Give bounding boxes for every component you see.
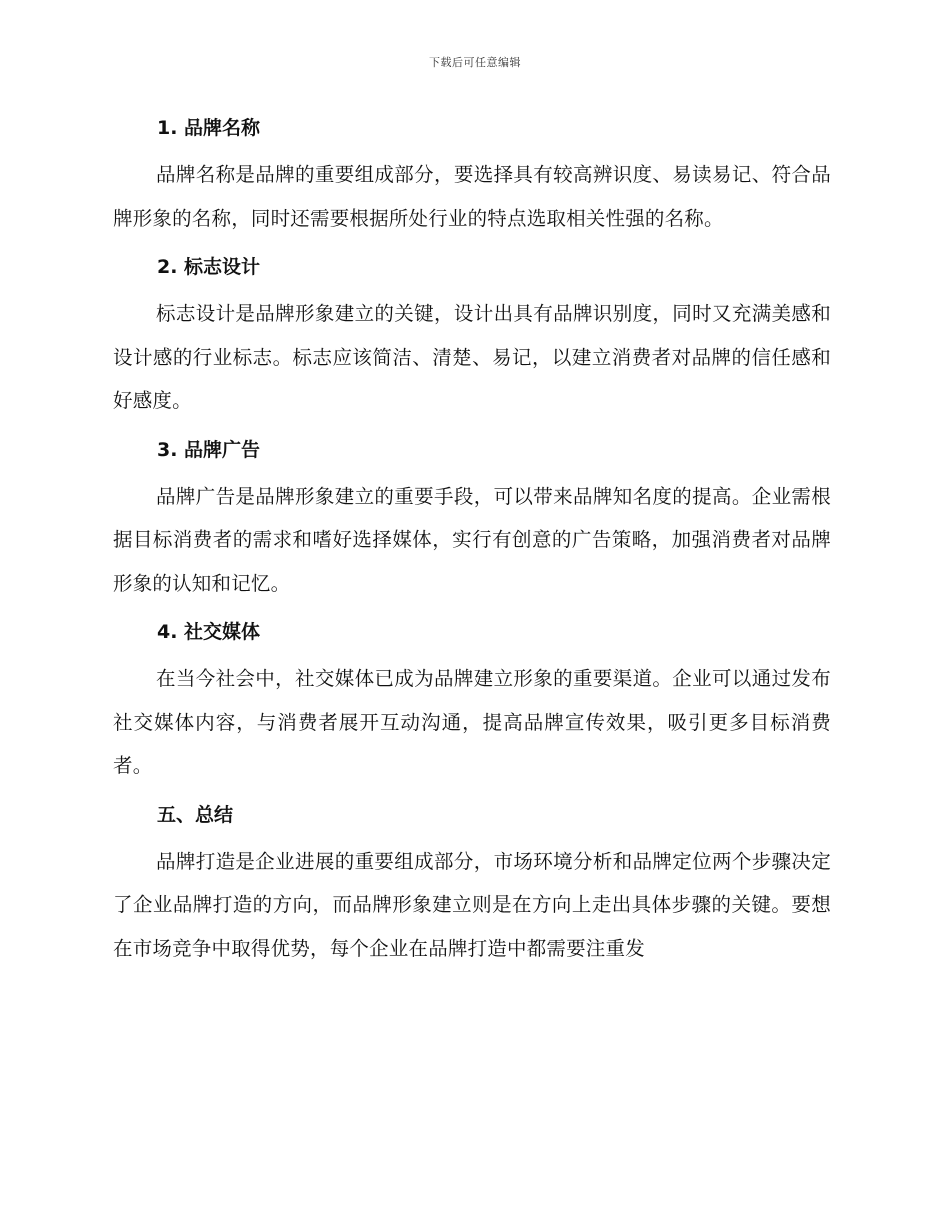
document-body: [113, 108, 831, 977]
section-heading-brand-advertising: 3. 品牌广告: [157, 438, 261, 461]
section-heading-summary: 五、总结: [157, 803, 234, 826]
page-header-note: 下载后可任意编辑: [429, 56, 521, 69]
section-heading-logo-design: 2. 标志设计: [157, 256, 261, 278]
section-paragraph-social-media: 在当今社会中，社交媒体已成为品牌建立形象的重要渠道。企业可以通过发布社交媒体内容，与消费者展开互动沟通，提高品牌宣传效果，吸引更多目标消费者。: [113, 667, 831, 777]
section-heading-social-media: 4. 社交媒体: [157, 621, 261, 643]
section-paragraph-summary: 品牌打造是企业进展的重要组成部分，市场环境分析和品牌定位两个步骤决定了企业品牌打造的方向，而品牌形象建立则是在方向上走出具体步骤的关键。要想在市场竞争中取得优势，每个企业在品牌打造中都需要注重发: [113, 849, 831, 960]
section-paragraph-logo-design: 标志设计是品牌形象建立的关键，设计出具有品牌识别度，同时又充满美感和设计感的行业标志。标志应该简洁、清楚、易记，以建立消费者对品牌的信任感和好感度。: [113, 302, 831, 412]
section-paragraph-brand-name: 品牌名称是品牌的重要组成部分，要选择具有较高辨识度、易读易记、符合品牌形象的名称，同时还需要根据所处行业的特点选取相关性强的名称。: [113, 163, 831, 230]
section-paragraph-brand-advertising: 品牌广告是品牌形象建立的重要手段，可以带来品牌知名度的提高。企业需根据目标消费者的需求和嗜好选择媒体，实行有创意的广告策略，加强消费者对品牌形象的认知和记忆。: [113, 484, 831, 595]
section-heading-brand-name: 1. 品牌名称: [157, 117, 261, 139]
